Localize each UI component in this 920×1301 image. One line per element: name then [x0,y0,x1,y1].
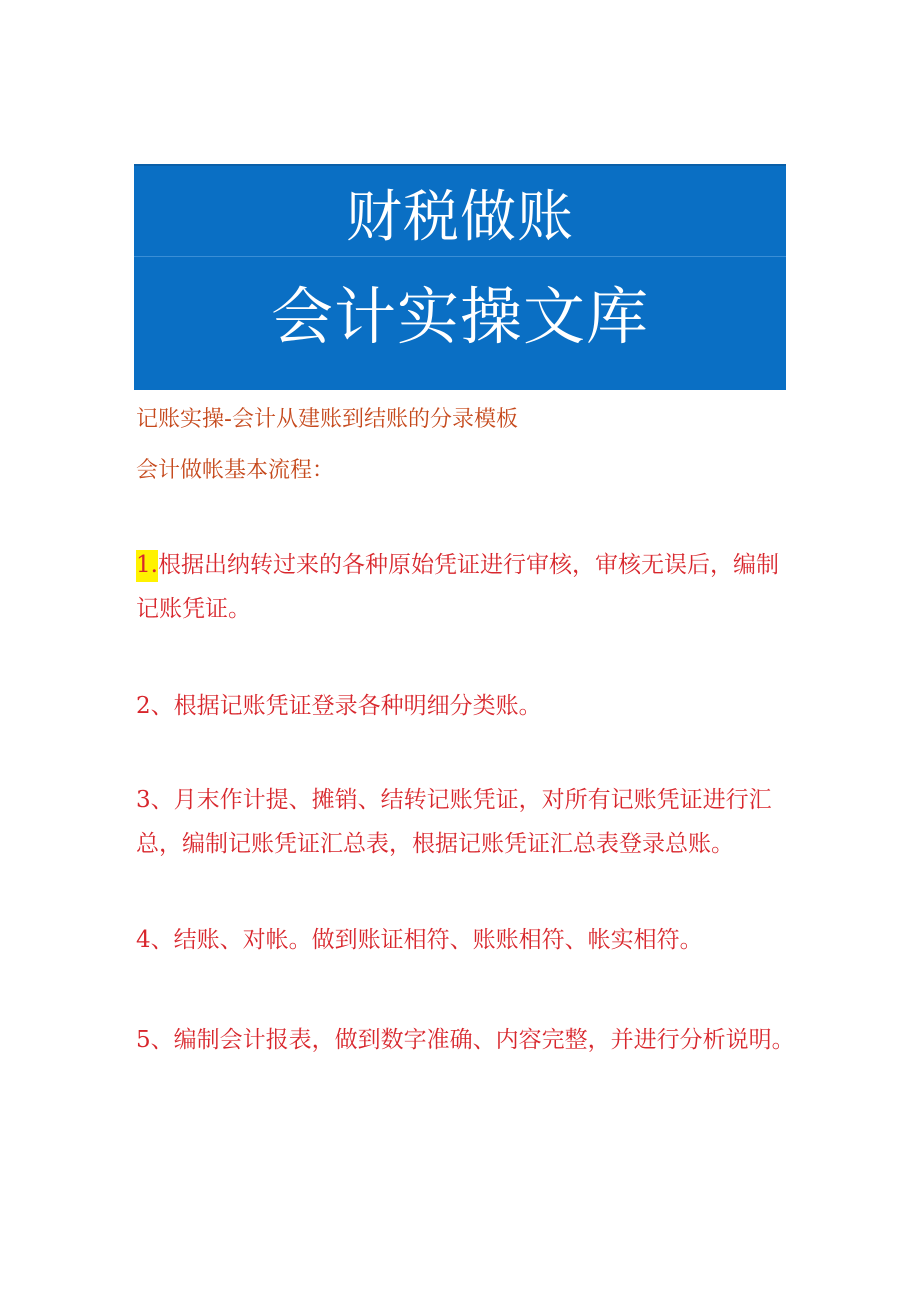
step-text: 、根据记账凭证登录各种明细分类账。 [150,693,542,719]
title-banner [134,164,786,390]
step-number: 2 [136,693,151,719]
step-number: 3 [136,787,151,813]
step-2 [136,684,796,728]
banner-divider [134,256,786,257]
banner-title-line-2: 会计实操文库 [270,280,649,353]
step-number: 4 [136,927,151,953]
document-subtitle: 记账实操-会计从建账到结账的分录模板 [136,407,518,432]
banner-title-line-1: 财税做账 [346,185,574,250]
step-4 [136,918,796,962]
step-text: 、结账、对帐。做到账证相符、账账相符、帐实相符。 [150,927,703,953]
step-1 [136,543,796,631]
step-3 [136,778,796,866]
step-text: 、编制会计报表，做到数字准确、内容完整，并进行分析说明。 [150,1027,795,1053]
section-heading: 会计做帐基本流程： [136,458,335,483]
step-number-highlighted: 1. [136,550,158,582]
step-5 [136,1018,796,1062]
step-number: 5 [136,1027,151,1053]
step-text: 、月末作计提、摊销、结转记账凭证，对所有记账凭证进行汇总，编制记账凭证汇总表，根据记账凭证汇总表登录总账。 [136,787,772,857]
step-text: 根据出纳转过来的各种原始凭证进行审核，审核无误后，编制记账凭证。 [136,552,779,622]
